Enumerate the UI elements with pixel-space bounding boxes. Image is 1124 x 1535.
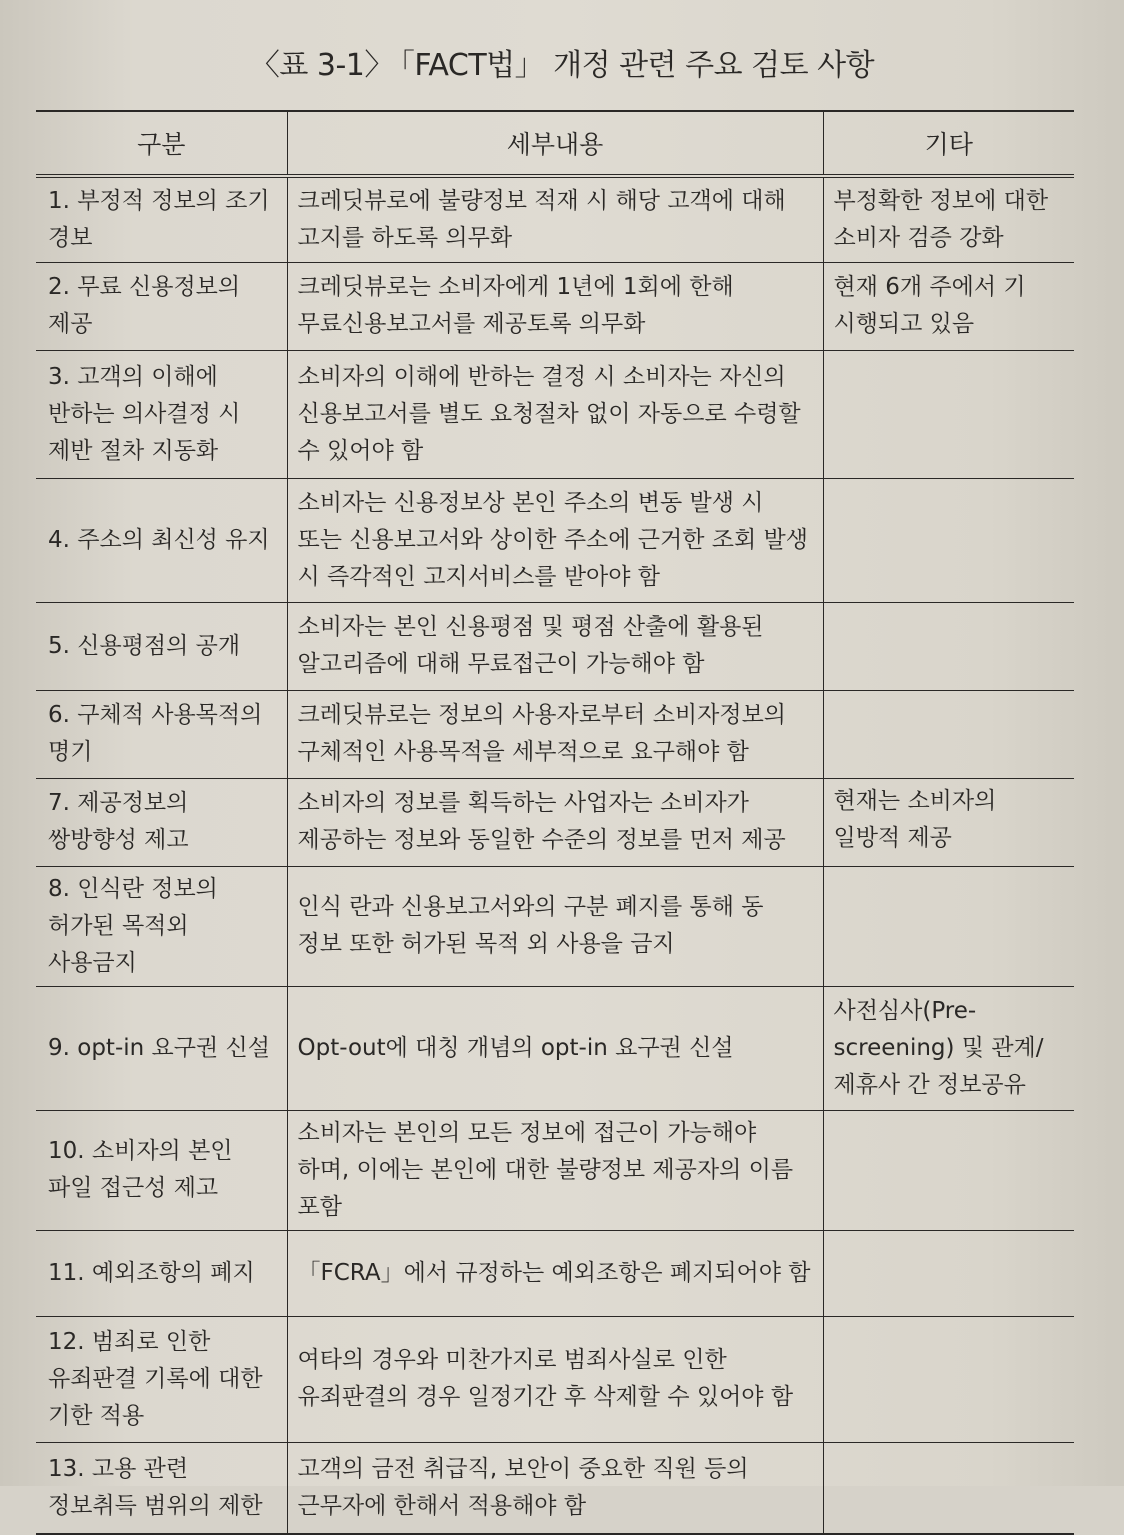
row-note: 현재 6개 주에서 기 시행되고 있음	[823, 262, 1074, 350]
table-row	[36, 176, 1074, 262]
row-detail: 소비자는 본인의 모든 정보에 접근이 가능해야 하며, 이에는 본인에 대한 불량정보 제공자의 이름 포함	[287, 1110, 823, 1230]
row-category: 3. 고객의 이해에 반하는 의사결정 시 제반 절차 지동화	[36, 350, 287, 478]
row-category: 11. 예외조항의 폐지	[36, 1230, 287, 1316]
table-row	[36, 866, 1074, 986]
table-row	[36, 1230, 1074, 1316]
row-detail: 소비자는 본인 신용평점 및 평점 산출에 활용된 알고리즘에 대해 무료접근이 가능해야 함	[287, 602, 823, 690]
header-note: 기타	[823, 111, 1074, 176]
row-detail: 크레딧뷰로는 정보의 사용자로부터 소비자정보의 구체적인 사용목적을 세부적으로 요구해야 함	[287, 690, 823, 778]
row-note	[823, 1442, 1074, 1534]
row-note: 사전심사(Pre-screening) 및 관계/제휴사 간 정보공유	[823, 986, 1074, 1110]
row-detail: 「FCRA」에서 규정하는 예외조항은 폐지되어야 함	[287, 1230, 823, 1316]
row-note	[823, 1316, 1074, 1442]
row-category: 1. 부정적 정보의 조기 경보	[36, 176, 287, 262]
row-detail: 크레딧뷰로는 소비자에게 1년에 1회에 한해 무료신용보고서를 제공토록 의무화	[287, 262, 823, 350]
table-title: 「FACT법」 개정 관련 주요 검토 사항	[399, 48, 875, 83]
row-category: 10. 소비자의 본인 파일 접근성 제고	[36, 1110, 287, 1230]
row-category: 2. 무료 신용정보의 제공	[36, 262, 287, 350]
row-category: 9. opt-in 요구권 신설	[36, 986, 287, 1110]
table-row	[36, 1442, 1074, 1534]
table-caption	[0, 40, 1124, 84]
row-detail: Opt-out에 대칭 개념의 opt-in 요구권 신설	[287, 986, 823, 1110]
table-row	[36, 1110, 1074, 1230]
header-category: 구분	[36, 111, 287, 176]
table-row	[36, 690, 1074, 778]
row-detail: 크레딧뷰로에 불량정보 적재 시 해당 고객에 대해 고지를 하도록 의무화	[287, 176, 823, 262]
review-table-container	[36, 110, 1074, 1535]
row-note	[823, 1230, 1074, 1316]
table-row	[36, 350, 1074, 478]
row-note	[823, 478, 1074, 602]
row-detail: 여타의 경우와 미찬가지로 범죄사실로 인한 유죄판결의 경우 일정기간 후 삭제할 수 있어야 함	[287, 1316, 823, 1442]
table-row	[36, 478, 1074, 602]
review-table	[36, 110, 1074, 1535]
header-detail: 세부내용	[287, 111, 823, 176]
row-note: 부정확한 정보에 대한 소비자 검증 강화	[823, 176, 1074, 262]
row-note	[823, 350, 1074, 478]
row-category: 12. 범죄로 인한 유죄판결 기록에 대한 기한 적용	[36, 1316, 287, 1442]
table-row	[36, 262, 1074, 350]
row-category: 5. 신용평점의 공개	[36, 602, 287, 690]
row-category: 6. 구체적 사용목적의 명기	[36, 690, 287, 778]
row-detail: 고객의 금전 취급직, 보안이 중요한 직원 등의 근무자에 한해서 적용해야 함	[287, 1442, 823, 1534]
row-note	[823, 1110, 1074, 1230]
row-note: 현재는 소비자의 일방적 제공	[823, 778, 1074, 866]
row-category: 13. 고용 관련 정보취득 범위의 제한	[36, 1442, 287, 1534]
row-category: 7. 제공정보의 쌍방향성 제고	[36, 778, 287, 866]
table-row	[36, 1316, 1074, 1442]
row-detail: 소비자의 정보를 획득하는 사업자는 소비자가 제공하는 정보와 동일한 수준의 정보를 먼저 제공	[287, 778, 823, 866]
row-note	[823, 602, 1074, 690]
row-note	[823, 866, 1074, 986]
table-row	[36, 986, 1074, 1110]
table-number: 〈표 3-1〉	[249, 48, 394, 83]
row-detail: 인식 란과 신용보고서와의 구분 폐지를 통해 동 정보 또한 허가된 목적 외 사용을 금지	[287, 866, 823, 986]
row-category: 8. 인식란 정보의 허가된 목적외 사용금지	[36, 866, 287, 986]
table-row	[36, 602, 1074, 690]
row-category: 4. 주소의 최신성 유지	[36, 478, 287, 602]
table-row	[36, 778, 1074, 866]
table-header-row	[36, 111, 1074, 176]
row-detail: 소비자는 신용정보상 본인 주소의 변동 발생 시 또는 신용보고서와 상이한 주소에 근거한 조회 발생 시 즉각적인 고지서비스를 받아야 함	[287, 478, 823, 602]
row-detail: 소비자의 이해에 반하는 결정 시 소비자는 자신의 신용보고서를 별도 요청절차 없이 자동으로 수령할 수 있어야 함	[287, 350, 823, 478]
row-note	[823, 690, 1074, 778]
